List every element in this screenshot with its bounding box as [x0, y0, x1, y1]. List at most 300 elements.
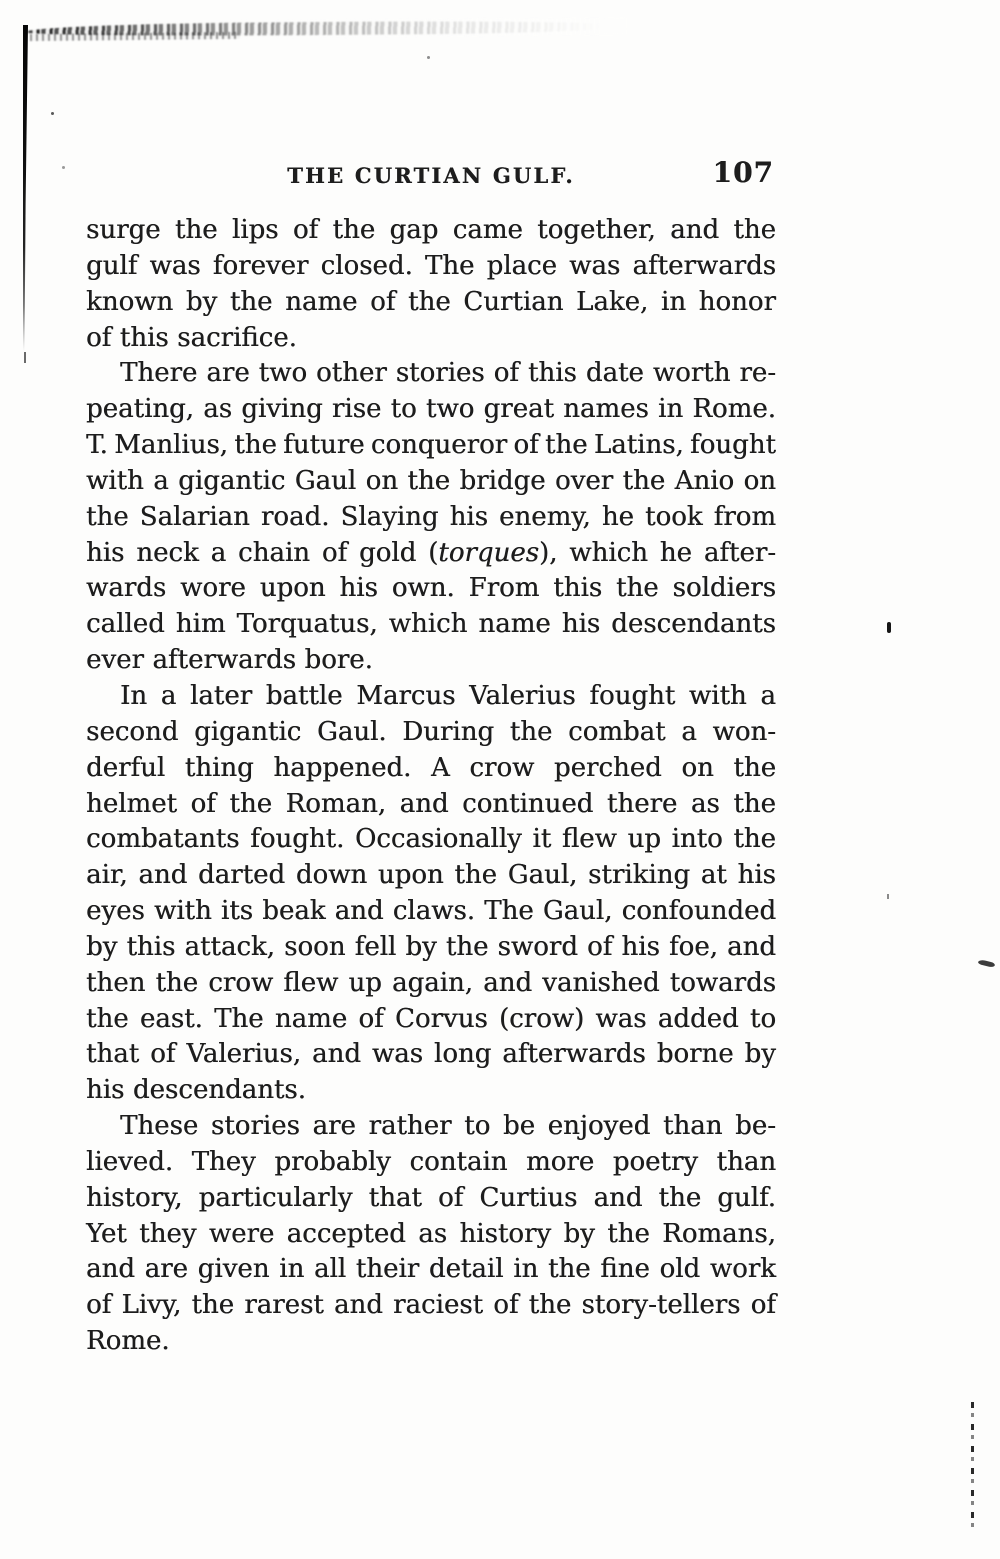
word: and — [138, 860, 188, 891]
word: the — [86, 1003, 129, 1034]
word: of — [493, 358, 519, 389]
word: wards — [86, 573, 167, 604]
word: the — [607, 1218, 650, 1249]
word: long — [433, 1039, 492, 1070]
word: afterwards — [632, 250, 776, 281]
word: a — [760, 680, 776, 711]
word: of — [321, 537, 348, 568]
text-line — [86, 1109, 776, 1145]
word: their — [355, 1254, 420, 1285]
word: descendants — [611, 609, 776, 640]
word: There — [120, 358, 198, 389]
word: which — [388, 609, 468, 640]
word: together, — [537, 215, 656, 245]
word: this — [553, 573, 603, 604]
word: flew — [561, 824, 617, 855]
word: the — [733, 752, 776, 783]
word: Curtius — [479, 1182, 578, 1213]
word: with — [688, 680, 747, 711]
word: him — [175, 609, 226, 640]
word: the — [174, 215, 218, 245]
word: and — [727, 931, 776, 962]
word: be — [502, 1111, 535, 1142]
word: from — [713, 501, 776, 532]
word: with — [153, 896, 212, 927]
word: and — [399, 788, 449, 819]
word: Rome. — [692, 394, 776, 425]
word: by — [86, 931, 118, 962]
word: A — [430, 752, 450, 783]
word: continued — [462, 788, 594, 819]
text-line — [86, 822, 776, 858]
word: worth — [652, 358, 731, 389]
word: of — [750, 1290, 776, 1321]
word: he — [659, 537, 692, 568]
word: took — [645, 501, 703, 532]
word: the — [658, 1182, 702, 1213]
text-line — [86, 715, 776, 751]
word: more — [526, 1146, 595, 1177]
word: was — [595, 1003, 647, 1034]
word: up — [627, 824, 661, 855]
word: name — [285, 286, 358, 317]
word: upon — [259, 573, 326, 604]
word: to — [390, 394, 417, 425]
text-line — [86, 356, 776, 392]
word: by — [563, 1218, 595, 1249]
word: then — [86, 967, 146, 998]
word: Romans, — [662, 1218, 776, 1249]
text-line — [86, 213, 776, 249]
text-line — [86, 679, 776, 715]
scan-smudge-secondary — [30, 32, 240, 41]
word: as — [418, 1218, 448, 1249]
word: all — [313, 1254, 347, 1285]
scan-page-edge-dashes — [971, 1402, 974, 1534]
word: the — [733, 215, 776, 245]
word: Salarian — [139, 501, 250, 532]
text-line — [86, 428, 776, 464]
book-gutter-line — [23, 25, 28, 351]
word: that — [86, 1039, 140, 1070]
word: which — [569, 537, 648, 568]
word: surge — [86, 215, 161, 245]
word: Roman, — [285, 788, 386, 819]
word: history — [459, 1218, 552, 1249]
word: with — [86, 465, 144, 496]
word: in — [279, 1254, 305, 1285]
word: two — [425, 394, 475, 425]
word: story-tellers — [581, 1290, 741, 1321]
word: than — [716, 1146, 776, 1177]
text-line — [86, 1037, 776, 1073]
word: given — [197, 1254, 270, 1285]
word: Slaying — [340, 501, 439, 532]
text-line — [86, 1145, 776, 1181]
word: in — [513, 1254, 539, 1285]
word: the — [234, 430, 277, 461]
word: afterwards — [152, 645, 296, 676]
word: ever — [86, 645, 144, 676]
word: they — [139, 1218, 197, 1249]
word: by — [405, 931, 437, 962]
scan-speck — [978, 959, 996, 968]
text-line — [86, 1002, 776, 1038]
text-line — [86, 966, 776, 1002]
text-line — [86, 751, 776, 787]
word: bore. — [304, 645, 373, 676]
word: its — [220, 896, 254, 927]
word: T. — [86, 430, 108, 461]
word: borne — [656, 1039, 734, 1070]
word: chain — [238, 537, 310, 568]
word: Yet — [86, 1218, 127, 1249]
page-number: 107 — [712, 156, 774, 189]
word: Corvus — [394, 1003, 488, 1034]
word: fine — [600, 1254, 650, 1285]
word: his — [561, 609, 601, 640]
word: and — [333, 1290, 383, 1321]
word: of — [86, 322, 112, 353]
word: happened. — [273, 752, 412, 783]
word: and — [334, 896, 384, 927]
text-line — [86, 321, 776, 357]
word: They — [191, 1146, 256, 1177]
word: beak — [262, 896, 326, 927]
word: battle — [265, 680, 343, 711]
word: forever — [212, 250, 309, 281]
word: won- — [712, 716, 776, 747]
text-line — [86, 930, 776, 966]
word: history, — [86, 1182, 183, 1213]
word: his — [621, 931, 660, 962]
text-line — [86, 536, 776, 572]
word: contain — [409, 1146, 508, 1177]
page-header — [86, 156, 776, 192]
word: honor — [698, 286, 776, 317]
scan-speck — [427, 56, 430, 59]
word: this — [527, 358, 577, 389]
word: name — [274, 1003, 348, 1034]
word: was — [569, 250, 621, 281]
word: thing — [184, 752, 254, 783]
word: Anio — [674, 465, 735, 496]
word: the — [229, 286, 273, 317]
word: (crow) — [498, 1003, 585, 1034]
word: place — [486, 250, 557, 281]
word: Torquatus, — [236, 609, 378, 640]
word: sacrifice. — [177, 322, 297, 353]
word: are — [206, 358, 250, 389]
word: known — [86, 286, 174, 317]
word: his — [86, 537, 125, 568]
word: a — [210, 537, 227, 568]
word: of — [86, 1290, 112, 1321]
word: there — [606, 788, 678, 819]
word: second — [86, 716, 179, 747]
word: Valerius, — [186, 1039, 302, 1070]
word: the — [86, 501, 129, 532]
word: the — [445, 931, 489, 962]
word: soon — [284, 931, 346, 962]
word: lieved. — [86, 1146, 174, 1177]
word: the — [229, 788, 272, 819]
word: of — [150, 1039, 176, 1070]
word: crow — [469, 752, 535, 783]
word: that — [368, 1182, 422, 1213]
word: of — [513, 430, 539, 461]
word: Valerius — [469, 680, 576, 711]
word: than — [662, 1111, 723, 1142]
word: a — [153, 465, 169, 496]
word: Lake, — [576, 286, 649, 317]
word: bridge — [459, 465, 546, 496]
word: on — [681, 752, 714, 783]
word: called — [86, 609, 165, 640]
word: east. — [139, 1003, 203, 1034]
word: claws. — [392, 896, 475, 927]
word: derful — [86, 752, 166, 783]
word: it — [532, 824, 552, 855]
word: by — [185, 286, 218, 317]
word: and — [593, 1182, 643, 1213]
word: fought — [690, 430, 776, 461]
word: rather — [368, 1111, 452, 1142]
word: name — [478, 609, 551, 640]
text-line — [86, 1217, 776, 1253]
word: (torques), — [428, 537, 558, 568]
word: striking — [588, 860, 691, 891]
word: rise — [331, 394, 382, 425]
word: and — [86, 1254, 135, 1285]
word: combat — [568, 716, 666, 747]
word: gold — [358, 537, 417, 568]
text-line — [86, 500, 776, 536]
word: closed. — [320, 250, 413, 281]
word: probably — [274, 1146, 391, 1177]
word: road. — [260, 501, 330, 532]
word: helmet — [86, 788, 177, 819]
word: During — [402, 716, 495, 747]
word: at — [700, 860, 727, 891]
word: foe, — [668, 931, 718, 962]
running-title: THE CURTIAN GULF. — [287, 163, 575, 188]
word: stories — [395, 358, 485, 389]
word: Livy, — [121, 1290, 182, 1321]
word: and — [483, 967, 533, 998]
text-line — [86, 249, 776, 285]
text-line — [86, 894, 776, 930]
word: over — [554, 465, 614, 496]
scan-speck — [51, 112, 54, 115]
word: the — [544, 430, 588, 461]
word: names — [563, 394, 649, 425]
word: the — [733, 788, 776, 819]
text-line — [86, 285, 776, 321]
text-line — [86, 858, 776, 894]
word: fell — [354, 931, 397, 962]
text-line — [86, 392, 776, 428]
word: gulf. — [717, 1182, 776, 1213]
word: the — [407, 465, 450, 496]
word: The — [424, 250, 475, 281]
word: be- — [735, 1111, 776, 1142]
word: The — [484, 896, 534, 927]
word: this — [126, 931, 176, 962]
word: other — [316, 358, 387, 389]
word: was — [149, 250, 201, 281]
word: confounded — [621, 896, 776, 927]
word: Marcus — [356, 680, 456, 711]
word: enjoyed — [547, 1111, 651, 1142]
word: soldiers — [672, 573, 776, 604]
word: are — [144, 1254, 188, 1285]
text-line — [86, 1073, 776, 1109]
word: by — [744, 1039, 776, 1070]
word: he — [601, 501, 634, 532]
word: conqueror — [370, 430, 508, 461]
word: his — [737, 860, 776, 891]
word: From — [468, 573, 540, 604]
word: giving — [241, 394, 323, 425]
text-line — [86, 1288, 776, 1324]
word: the — [622, 465, 666, 496]
text-line — [86, 787, 776, 823]
word: his — [86, 1075, 125, 1106]
word: in — [660, 286, 686, 317]
word: his — [449, 501, 488, 532]
word: eyes — [86, 896, 145, 927]
word: of — [358, 1003, 384, 1034]
word: of — [587, 931, 613, 962]
word: work — [709, 1254, 776, 1285]
word: this — [119, 322, 169, 353]
word: of — [190, 788, 216, 819]
word: Gaul. — [316, 716, 387, 747]
word: the — [616, 573, 659, 604]
word: own. — [391, 573, 455, 604]
word: flew — [283, 967, 339, 998]
word: after- — [703, 537, 776, 568]
word: of — [370, 286, 396, 317]
scan-speck — [887, 622, 891, 633]
word: on — [743, 465, 776, 496]
word: descendants. — [132, 1075, 306, 1106]
word: added — [657, 1003, 739, 1034]
word: stories — [210, 1111, 300, 1142]
word: poetry — [612, 1146, 698, 1177]
word: as — [690, 788, 720, 819]
word: attack, — [184, 931, 275, 962]
word: into — [671, 824, 723, 855]
word: are — [312, 1111, 356, 1142]
word: as — [203, 394, 233, 425]
word: Manlius, — [114, 430, 228, 461]
word: on — [365, 465, 398, 496]
word: up — [348, 967, 382, 998]
word: vanished — [542, 967, 660, 998]
word: lips — [231, 215, 279, 245]
word: the — [155, 967, 199, 998]
text-line — [86, 1252, 776, 1288]
word: fought — [589, 680, 676, 711]
word: down — [295, 860, 368, 891]
word: gigantic — [194, 716, 302, 747]
word: enemy, — [499, 501, 591, 532]
word: to — [749, 1003, 776, 1034]
text-line — [86, 643, 776, 679]
word: The — [214, 1003, 264, 1034]
word: rarest — [244, 1290, 324, 1321]
word: Occasionally — [354, 824, 522, 855]
word: of — [292, 215, 319, 245]
word: the — [191, 1290, 235, 1321]
word: date — [585, 358, 644, 389]
word: of — [437, 1182, 464, 1213]
scan-speck — [62, 166, 65, 169]
word: his — [339, 573, 378, 604]
word: Gaul, — [507, 860, 578, 891]
word: afterwards — [502, 1039, 646, 1070]
word: the — [408, 286, 451, 317]
word: old — [659, 1254, 701, 1285]
word: and — [312, 1039, 361, 1070]
word: gigantic — [178, 465, 286, 496]
page-body — [86, 213, 776, 1360]
word: the — [332, 215, 376, 245]
scan-speck — [887, 894, 889, 899]
word: to — [464, 1111, 491, 1142]
word: in — [658, 394, 684, 425]
word: upon — [377, 860, 444, 891]
word: came — [452, 215, 523, 245]
word: fought. — [250, 824, 345, 855]
word: great — [483, 394, 554, 425]
text-line — [86, 1181, 776, 1217]
word: gulf — [86, 250, 138, 281]
word: combatants — [86, 824, 240, 855]
word: peating, — [86, 394, 194, 425]
word: wore — [180, 573, 246, 604]
word: were — [208, 1218, 275, 1249]
word: gap — [389, 215, 439, 245]
word: was — [371, 1039, 423, 1070]
scan-speck — [24, 352, 26, 363]
word: sword — [497, 931, 578, 962]
word: of — [493, 1290, 519, 1321]
text-line — [86, 571, 776, 607]
word: and — [670, 215, 719, 245]
word: the — [547, 1254, 591, 1285]
text-line — [86, 464, 776, 500]
word: the — [733, 824, 776, 855]
word: These — [120, 1111, 199, 1142]
word: detail — [428, 1254, 504, 1285]
word: particularly — [198, 1182, 353, 1213]
word: In — [120, 680, 148, 711]
word: Rome. — [86, 1326, 170, 1357]
word: re- — [739, 358, 776, 389]
word: a — [160, 680, 177, 711]
word: the — [528, 1290, 572, 1321]
word: Curtian — [463, 286, 564, 317]
word: the — [454, 860, 497, 891]
word: again, — [391, 967, 473, 998]
word: accepted — [286, 1218, 406, 1249]
word: Gaul — [294, 465, 357, 496]
word: future — [283, 430, 365, 461]
word: perched — [553, 752, 662, 783]
